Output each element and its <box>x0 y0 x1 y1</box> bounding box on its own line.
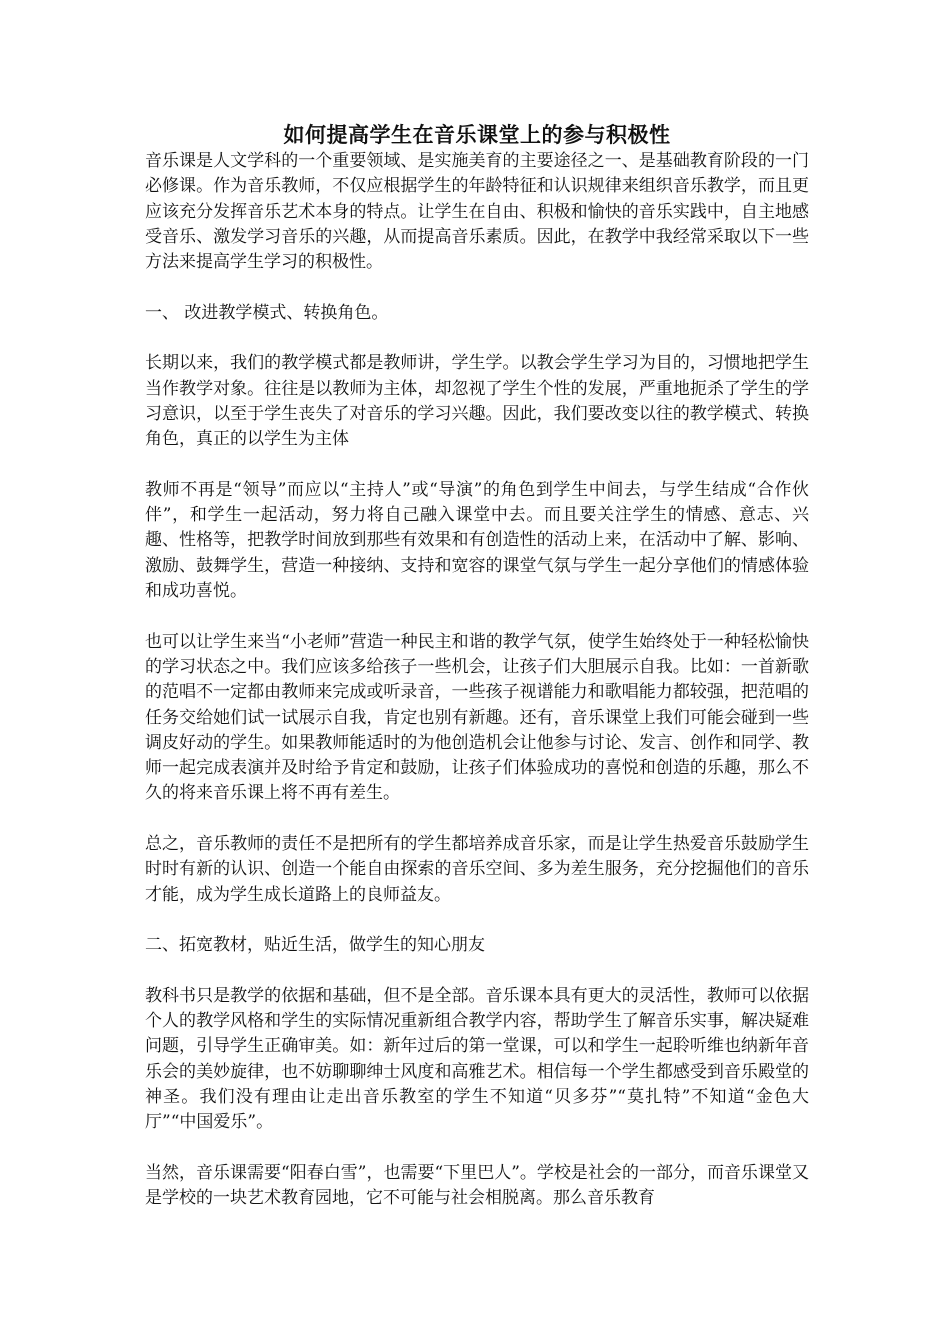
document-page <box>145 121 809 1211</box>
body-paragraph: 教科书只是教学的依据和基础，但不是全部。音乐课本具有更大的灵活性，教师可以依据个人的教学风格和学生的实际情况重新组合教学内容，帮助学生了解音乐实事，解决疑难问题，引导学生正确审美。如：新年过后的第一堂课，可以和学生一起聆听维也纳新年音乐会的美妙旋律，也不妨聊聊绅士风度和高雅艺术。相信每一个学生都感受到音乐殿堂的神圣。我们没有理由让走出音乐教室的学生不知道“贝多芬”“莫扎特”不知道“金色大厅”“中国爱乐”。 <box>145 985 809 1133</box>
body-paragraph: 长期以来，我们的教学模式都是教师讲，学生学。以教会学生学习为目的，习惯地把学生当作教学对象。往往是以教师为主体，却忽视了学生个性的发展，严重地扼杀了学生的学习意识，以至于学生丧失了对音乐的学习兴趣。因此，我们要改变以往的教学模式、转换角色，真正的以学生为主体 <box>145 353 809 450</box>
section-heading-1: 一、 改进教学模式、转换角色。 <box>145 302 389 323</box>
section-heading-2: 二、拓宽教材，贴近生活，做学生的知心朋友 <box>145 935 485 956</box>
body-paragraph: 也可以让学生来当“小老师”营造一种民主和谐的教学气氛，使学生始终处于一种轻松愉快的学习状态之中。我们应该多给孩子一些机会，让孩子们大胆展示自我。比如：一首新歌的范唱不一定都由教师来完成或听录音，一些孩子视谱能力和歌唱能力都较强，把范唱的任务交给她们试一试展示自我，肯定也别有新趣。还有，音乐课堂上我们可能会碰到一些调皮好动的学生。如果教师能适时的为他创造机会让他参与讨论、发言、创作和同学、教师一起完成表演并及时给予肯定和鼓励，让孩子们体验成功的喜悦和创造的乐趣，那么不久的将来音乐课上将不再有差生。 <box>145 631 809 804</box>
intro-paragraph: 音乐课是人文学科的一个重要领域、是实施美育的主要途径之一、是基础教育阶段的一门必修课。作为音乐教师，不仅应根据学生的年龄特征和认识规律来组织音乐教学，而且更应该充分发挥音乐艺术本身的特点。让学生在自由、积极和愉快的音乐实践中，自主地感受音乐、激发学习音乐的兴趣，从而提高音乐素质。因此，在教学中我经常采取以下一些方法来提高学生学习的积极性。 <box>145 151 809 273</box>
body-paragraph: 总之，音乐教师的责任不是把所有的学生都培养成音乐家，而是让学生热爱音乐鼓励学生时时有新的认识、创造一个能自由探索的音乐空间、多为差生服务，充分挖掘他们的音乐才能，成为学生成长道路上的良师益友。 <box>145 834 809 905</box>
document-title: 如何提高学生在音乐课堂上的参与积极性 <box>283 122 671 147</box>
body-paragraph: 当然，音乐课需要“阳春白雪”，也需要“下里巴人”。学校是社会的一部分，而音乐课堂又是学校的一块艺术教育园地，它不可能与社会相脱离。那么音乐教育 <box>145 1162 809 1209</box>
body-paragraph: 教师不再是“领导”而应以“主持人”或“导演”的角色到学生中间去，与学生结成“合作伙伴”，和学生一起活动，努力将自己融入课堂中去。而且要关注学生的情感、意志、兴趣、性格等，把教学时间放到那些有效果和有创造性的活动上来，在活动中了解、影响、激励、鼓舞学生，营造一种接纳、支持和宽容的课堂气氛与学生一起分享他们的情感体验和成功喜悦。 <box>145 479 809 602</box>
